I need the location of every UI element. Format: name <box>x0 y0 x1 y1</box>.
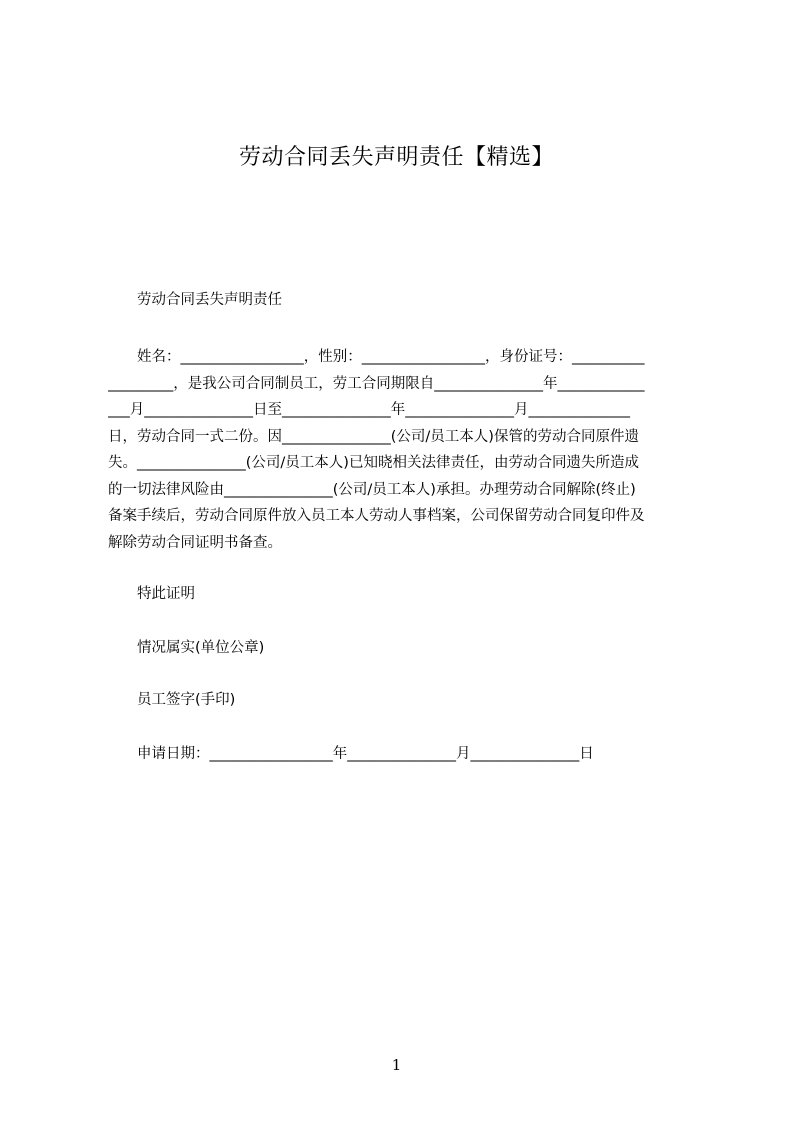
employee-signature-line: 员工签字(手印) <box>137 692 236 708</box>
declaration-paragraph <box>108 344 708 556</box>
application-date-line: 申请日期：_________________年_______________月_______________日 <box>137 746 594 762</box>
paragraph-line: ___月_______________日至_______________年_______________月______________ <box>108 402 630 418</box>
page-number: 1 <box>391 1056 402 1074</box>
paragraph-line: _________，是我公司合同制员工，劳工合同期限自_______________年____________ <box>108 375 645 392</box>
paragraph-line: 解除劳动合同证明书备查。 <box>108 534 282 551</box>
paragraph-line: 备案手续后，劳动合同原件放入员工本人劳动人事档案，公司保留劳动合同复印件及 <box>108 508 645 524</box>
paragraph-line: 日，劳动合同一式二份。因_______________(公司/员工本人)保管的劳动合同原件遗 <box>108 428 639 445</box>
company-seal-line: 情况属实(单位公章) <box>137 640 265 656</box>
proof-statement: 特此证明 <box>137 586 195 602</box>
document-title: 劳动合同丢失声明责任【精选】 <box>238 145 554 170</box>
paragraph-line: 的一切法律风险由_______________(公司/员工本人)承担。办理劳动合同解除(终止) <box>108 481 636 498</box>
document-subtitle: 劳动合同丢失声明责任 <box>137 292 282 308</box>
paragraph-line: 姓名：_________________，性别：_________________，身份证号：__________ <box>137 349 645 365</box>
paragraph-line: 失。_______________(公司/员工本人)已知晓相关法律责任，由劳动合同遗失所造成 <box>108 455 639 471</box>
